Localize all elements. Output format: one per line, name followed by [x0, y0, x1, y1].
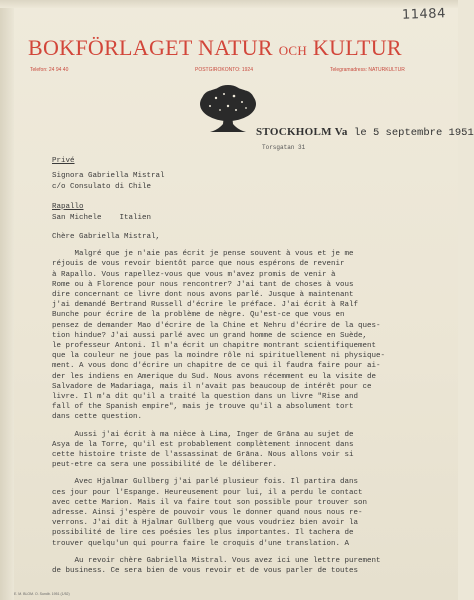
telegram-text: Telegramadress: NATURKULTUR	[330, 67, 405, 73]
recipient-locality: San Michele Italien	[52, 213, 152, 222]
publisher-letterhead-title	[28, 35, 448, 61]
page-top-shadow	[0, 0, 458, 8]
brand-main: BOKFÖRLAGET NATUR	[28, 35, 273, 60]
city-text: STOCKHOLM Va	[256, 126, 348, 138]
letter-line: possibilité de lire ces poésies les plus importantes. Il tachera de	[52, 529, 354, 538]
letter-line: Avec Hjalmar Gullberg j'ai parlé plusieur fois. Il partira dans	[52, 478, 359, 487]
letter-line: que la couleur ne joue pas la moindre rôle ni spirituellement ni physique-	[52, 352, 386, 361]
letter-line: verrons. J'ai dit à Hjalmar Gullberg que vous voudriez bien avoir la	[52, 519, 359, 528]
letter-line: réjouis de vous revoir bientôt parce que nous espérons de revenir	[52, 260, 345, 269]
recipient-name: Signora Gabriella Mistral	[52, 172, 165, 180]
letter-body	[52, 232, 432, 576]
recipient-consulate: c/o Consulato di Chile	[52, 182, 152, 191]
letter-line: adresse. Ainsi j'espère de pouvoir vous le donner quand nous nous re-	[52, 509, 363, 518]
letter-line: dans cette question.	[52, 413, 143, 422]
recipient-city: Rapallo	[52, 203, 84, 211]
letter-line: Asya de la Torre, qu'il est probablement complètement innocent dans	[52, 440, 354, 449]
letter-line: pensez de demander Mao d'écrire de la Chine et Nehru d'écrire de la ques-	[52, 321, 381, 330]
letter-line: Aussi j'ai écrit à ma nièce à Lima, Inger de Grāna au sujet de	[52, 430, 354, 439]
prive-label: Privé	[52, 157, 75, 165]
letter-line: tion hindue? J'ai aussi parlé avec un grand homme de science en Suède,	[52, 331, 368, 340]
letter-paragraphs	[52, 249, 432, 576]
letter-line: avec cette Marion. Mais il va faire tout son possible pour trouver son	[52, 498, 368, 507]
letter-line: Malgré que je n'aie pas écrit je pense souvent à vous et je me	[52, 250, 354, 259]
letter-line: der les indiens en Amerique du Sud. Nous avons récemment eu la visite de	[52, 372, 377, 381]
recipient-address-block	[52, 171, 165, 192]
date-text: le 5 septembre 1951	[354, 127, 474, 139]
letter-line: fall of the Spanish empire", mais je trouve qu'il a absolument tort	[52, 403, 354, 412]
letter-line: Salvadore de Madariaga, mais il n'avait pas beaucoup de intérêt pour ce	[52, 382, 372, 391]
letter-line: Bunche pour écrire de la problème de nègre. Qu'est-ce que vous en	[52, 311, 345, 320]
place-and-date	[256, 126, 474, 139]
letter-line: dire concernant ce livre dont nous avons parlé. Jusque à maintenant	[52, 291, 354, 300]
letter-line: trouver quelqu'un qui pourra faire le croquis d'une translation. A	[52, 539, 350, 548]
letter-line: Rome ou à Florence pour nous rencontrer? J'ai tant de choses à vous	[52, 280, 354, 289]
handwritten-archive-number: 11484	[401, 6, 447, 23]
brand-end: KULTUR	[312, 35, 402, 60]
letter-line: ment. A vous donc d'écrire un chapitre de ce qui il faudra faire pour ai-	[52, 362, 381, 371]
street-address: Torsgatan 31	[262, 144, 306, 151]
brand-och: OCH	[278, 43, 308, 58]
letter-line: cette histoire triste de l'assassinat de Grāna. Nous allons voir si	[52, 451, 354, 460]
tree-logo-icon	[196, 84, 260, 136]
letter-line: de business. Ce sera bien de vous revoir et de vous parler de toutes	[52, 567, 359, 576]
letterhead-contacts	[30, 67, 430, 77]
letter-line: le professeur Antoni. Il m'a écrit un chapitre montrant scientifiquement	[52, 342, 377, 351]
letter-line: peut-etre ca sera une possibilité de le déliberer.	[52, 461, 278, 470]
letter-line: livre. Il m'a dit qu'il a traité la question dans un livre "Rise and	[52, 393, 359, 402]
letter-line: ces jour pour l'Espange. Heureusement pour lui, il a perdu le contact	[52, 488, 363, 497]
telephone-text: Telefon: 24 94 40	[30, 67, 69, 73]
letter-line: Au revoir chère Gabriella Mistral. Vous avez ici une lettre purement	[52, 556, 381, 565]
print-footer: E. M. BLOM. O. Sundb. 1951 (1/52)	[14, 592, 70, 596]
recipient-city-block	[52, 202, 151, 223]
salutation: Chère Gabriella Mistral,	[52, 233, 161, 241]
page-edge-shadow	[0, 0, 14, 600]
letter-line: j'ai demandé Bertrand Russell d'écrire le préface. J'ai écrit à Ralf	[52, 301, 359, 310]
letter-line: à Rapallo. Vous rapellez-vous que vous m'avez promis de venir à	[52, 270, 336, 279]
postgiro-text: POSTGIROKONTO: 1924	[195, 67, 253, 73]
